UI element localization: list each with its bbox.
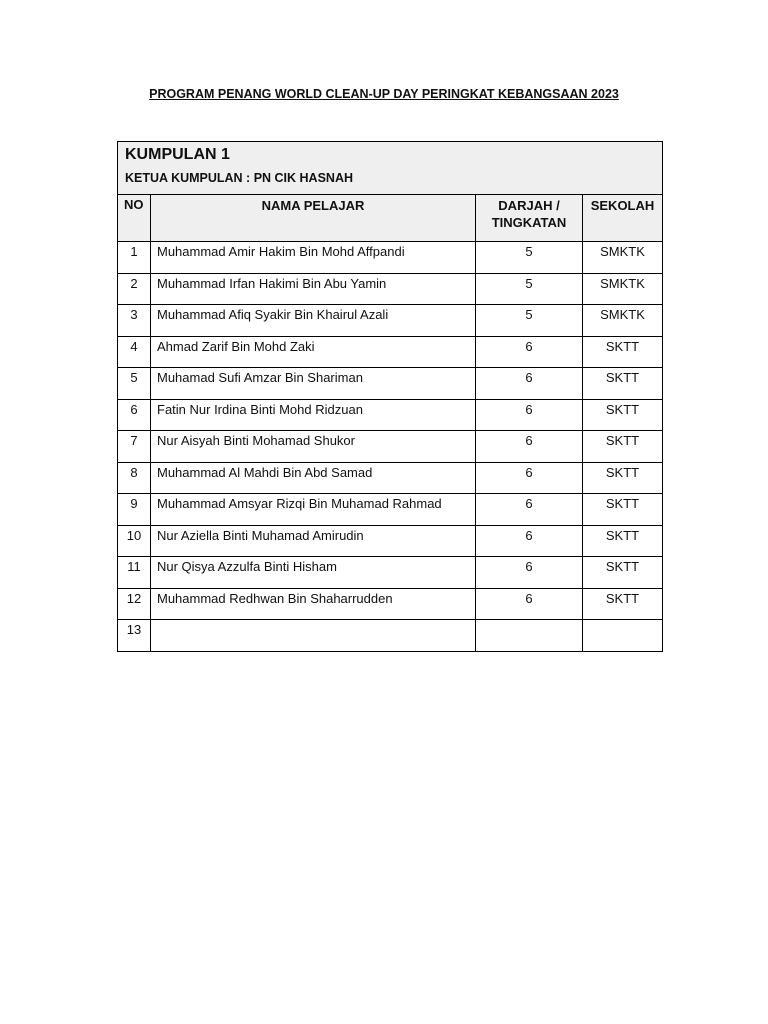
table-row bbox=[118, 431, 663, 463]
document-title: PROGRAM PENANG WORLD CLEAN-UP DAY PERINGKAT KEBANGSAAN 2023 bbox=[149, 87, 619, 101]
cell-grade: 6 bbox=[476, 336, 583, 368]
column-header-grade bbox=[476, 195, 583, 242]
cell-school: SKTT bbox=[583, 462, 663, 494]
cell-school: SMKTK bbox=[583, 273, 663, 305]
column-header-school: SEKOLAH bbox=[583, 195, 663, 242]
cell-grade: 6 bbox=[476, 399, 583, 431]
cell-no: 10 bbox=[118, 525, 151, 557]
column-header-grade-line1: DARJAH / bbox=[498, 198, 560, 213]
cell-school: SKTT bbox=[583, 368, 663, 400]
cell-no: 2 bbox=[118, 273, 151, 305]
table-row bbox=[118, 620, 663, 652]
cell-no: 1 bbox=[118, 242, 151, 274]
cell-no: 4 bbox=[118, 336, 151, 368]
cell-grade: 6 bbox=[476, 494, 583, 526]
cell-school bbox=[583, 620, 663, 652]
table-row bbox=[118, 242, 663, 274]
table-row bbox=[118, 557, 663, 589]
cell-grade: 5 bbox=[476, 242, 583, 274]
table-row bbox=[118, 588, 663, 620]
cell-no: 13 bbox=[118, 620, 151, 652]
cell-school: SKTT bbox=[583, 588, 663, 620]
cell-school: SMKTK bbox=[583, 242, 663, 274]
column-header-grade-line2: TINGKATAN bbox=[491, 215, 567, 230]
cell-grade: 6 bbox=[476, 557, 583, 589]
cell-school: SKTT bbox=[583, 431, 663, 463]
table-row bbox=[118, 273, 663, 305]
cell-school: SKTT bbox=[583, 525, 663, 557]
cell-no: 9 bbox=[118, 494, 151, 526]
cell-student-name: Muhammad Al Mahdi Bin Abd Samad bbox=[151, 462, 476, 494]
cell-student-name: Fatin Nur Irdina Binti Mohd Ridzuan bbox=[151, 399, 476, 431]
group-header-row bbox=[118, 142, 663, 195]
cell-grade: 6 bbox=[476, 462, 583, 494]
table-row bbox=[118, 336, 663, 368]
cell-student-name: Nur Qisya Azzulfa Binti Hisham bbox=[151, 557, 476, 589]
cell-student-name: Muhammad Amir Hakim Bin Mohd Affpandi bbox=[151, 242, 476, 274]
cell-school: SKTT bbox=[583, 557, 663, 589]
cell-student-name: Muhammad Irfan Hakimi Bin Abu Yamin bbox=[151, 273, 476, 305]
table-row bbox=[118, 494, 663, 526]
group-leader: KETUA KUMPULAN : PN CIK HASNAH bbox=[125, 171, 354, 185]
cell-student-name: Nur Aziella Binti Muhamad Amirudin bbox=[151, 525, 476, 557]
cell-grade bbox=[476, 620, 583, 652]
cell-grade: 6 bbox=[476, 525, 583, 557]
cell-no: 7 bbox=[118, 431, 151, 463]
cell-no: 11 bbox=[118, 557, 151, 589]
roster-body bbox=[118, 242, 663, 652]
cell-student-name: Muhammad Redhwan Bin Shaharrudden bbox=[151, 588, 476, 620]
cell-grade: 6 bbox=[476, 588, 583, 620]
cell-school: SKTT bbox=[583, 399, 663, 431]
cell-student-name: Muhammad Afiq Syakir Bin Khairul Azali bbox=[151, 305, 476, 337]
group-name: KUMPULAN 1 bbox=[125, 146, 230, 163]
cell-student-name bbox=[151, 620, 476, 652]
table-row bbox=[118, 399, 663, 431]
table-row bbox=[118, 305, 663, 337]
cell-grade: 5 bbox=[476, 273, 583, 305]
cell-no: 3 bbox=[118, 305, 151, 337]
column-header-row bbox=[118, 195, 663, 242]
cell-no: 8 bbox=[118, 462, 151, 494]
cell-grade: 6 bbox=[476, 368, 583, 400]
cell-grade: 5 bbox=[476, 305, 583, 337]
table-row bbox=[118, 525, 663, 557]
cell-school: SKTT bbox=[583, 494, 663, 526]
column-header-name: NAMA PELAJAR bbox=[151, 195, 476, 242]
group-header-cell bbox=[118, 142, 663, 195]
cell-student-name: Muhamad Sufi Amzar Bin Shariman bbox=[151, 368, 476, 400]
student-roster-table bbox=[117, 141, 663, 652]
cell-student-name: Nur Aisyah Binti Mohamad Shukor bbox=[151, 431, 476, 463]
cell-student-name: Muhammad Amsyar Rizqi Bin Muhamad Rahmad bbox=[151, 494, 476, 526]
column-header-no: NO bbox=[118, 195, 151, 242]
cell-no: 12 bbox=[118, 588, 151, 620]
cell-school: SMKTK bbox=[583, 305, 663, 337]
cell-student-name: Ahmad Zarif Bin Mohd Zaki bbox=[151, 336, 476, 368]
cell-school: SKTT bbox=[583, 336, 663, 368]
cell-no: 5 bbox=[118, 368, 151, 400]
table-row bbox=[118, 462, 663, 494]
table-row bbox=[118, 368, 663, 400]
cell-no: 6 bbox=[118, 399, 151, 431]
cell-grade: 6 bbox=[476, 431, 583, 463]
